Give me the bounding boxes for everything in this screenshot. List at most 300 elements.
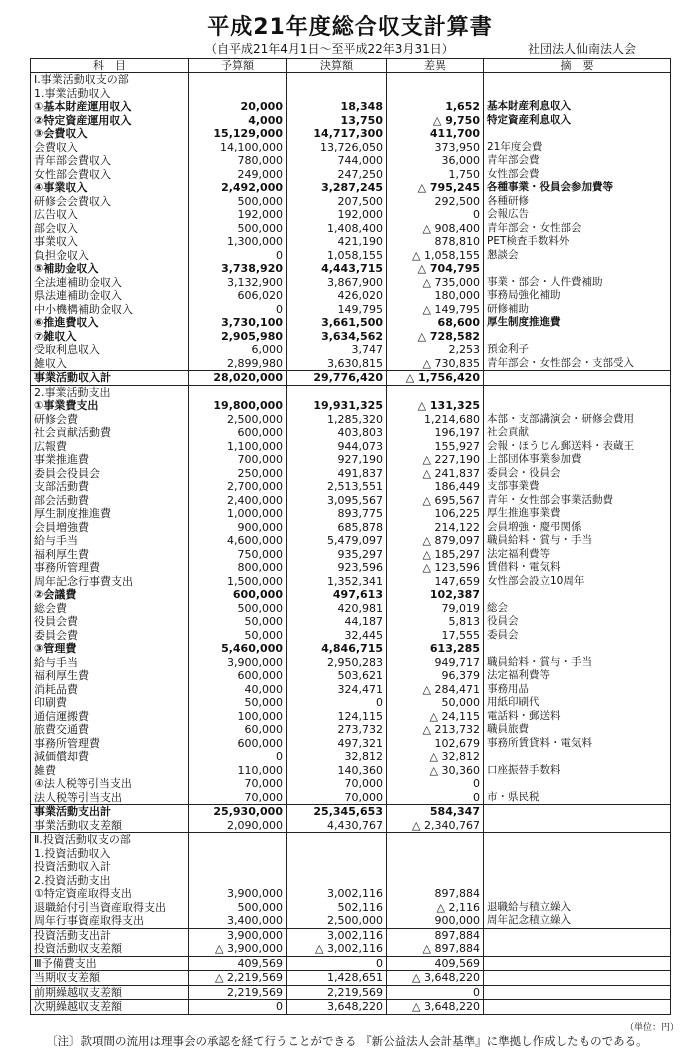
row-difference: △ 3,648,220 (387, 1000, 484, 1015)
row-memo (484, 833, 671, 847)
row-actual: 1,428,651 (287, 971, 387, 986)
row-memo: 委員会 (484, 629, 671, 643)
row-budget: 409,569 (189, 956, 287, 971)
row-difference: 102,679 (387, 737, 484, 751)
row-budget: 5,460,000 (189, 642, 287, 656)
row-item: 委員会費 (31, 629, 189, 643)
row-item: ②会議費 (31, 588, 189, 602)
row-difference: 214,122 (387, 521, 484, 535)
row-budget: 15,129,000 (189, 127, 287, 141)
row-budget: 2,492,000 (189, 181, 287, 195)
document-title: 平成21年度総合収支計算書 (207, 15, 493, 40)
row-budget: 500,000 (189, 222, 287, 236)
row-difference: 50,000 (387, 696, 484, 710)
table-row (31, 575, 671, 589)
row-difference (387, 833, 484, 847)
row-difference: △ 131,325 (387, 399, 484, 413)
row-actual: 3,287,245 (287, 181, 387, 195)
row-budget: 110,000 (189, 764, 287, 778)
row-actual: 3,630,815 (287, 357, 387, 371)
row-memo (484, 805, 671, 819)
table-row (31, 985, 671, 1000)
row-actual: 2,219,569 (287, 985, 387, 1000)
table-row (31, 371, 671, 386)
row-item: 次期繰越収支差額 (31, 1000, 189, 1015)
row-difference: 68,600 (387, 316, 484, 330)
row-actual: 1,352,341 (287, 575, 387, 589)
row-memo: 役員会 (484, 615, 671, 629)
row-budget: 600,000 (189, 669, 287, 683)
table-row (31, 480, 671, 494)
row-actual: 140,360 (287, 764, 387, 778)
row-actual: 1,408,400 (287, 222, 387, 236)
row-budget: 50,000 (189, 696, 287, 710)
row-item: 給与手当 (31, 656, 189, 670)
table-row (31, 249, 671, 263)
row-memo (484, 588, 671, 602)
row-actual: 0 (287, 696, 387, 710)
row-difference: △ 897,884 (387, 942, 484, 956)
organization-name: 社団法人仙南法人会 (528, 42, 637, 56)
row-memo: 会報・ほうじん郵送料・表蔵王 (484, 440, 671, 454)
row-memo: 退職給与積立繰入 (484, 901, 671, 915)
row-actual: 2,513,551 (287, 480, 387, 494)
row-actual: 1,058,155 (287, 249, 387, 263)
table-row (31, 1000, 671, 1015)
row-memo: 青年部会・女性部会 (484, 222, 671, 236)
row-difference (387, 874, 484, 888)
row-actual: 70,000 (287, 791, 387, 805)
table-row (31, 887, 671, 901)
row-item: 雑費 (31, 764, 189, 778)
table-row (31, 602, 671, 616)
row-actual: 497,321 (287, 737, 387, 751)
table-row (31, 750, 671, 764)
row-difference: 186,449 (387, 480, 484, 494)
row-memo: 職員給料・賞与・手当 (484, 656, 671, 670)
row-memo: 厚生推進事業費 (484, 507, 671, 521)
table-row (31, 847, 671, 861)
row-difference (387, 87, 484, 101)
row-item: 研修会会費収入 (31, 195, 189, 209)
row-budget: 2,400,000 (189, 494, 287, 508)
row-memo: 青年部会・女性部会・支部受入 (484, 357, 671, 371)
row-item: 1.事業活動収入 (31, 87, 189, 101)
row-difference: 0 (387, 208, 484, 222)
row-memo: 21年度会費 (484, 141, 671, 155)
row-memo: 社会貢献 (484, 426, 671, 440)
row-item: 部会活動費 (31, 494, 189, 508)
row-actual (287, 860, 387, 874)
table-row (31, 154, 671, 168)
row-budget: 500,000 (189, 602, 287, 616)
table-row (31, 235, 671, 249)
row-memo: 各種事業・役員会参加費等 (484, 181, 671, 195)
row-actual (287, 385, 387, 399)
row-actual: 893,775 (287, 507, 387, 521)
row-memo (484, 819, 671, 833)
table-row (31, 942, 671, 956)
row-budget: 25,930,000 (189, 805, 287, 819)
table-row (31, 467, 671, 481)
row-item: 県法連補助金収入 (31, 289, 189, 303)
row-difference: 0 (387, 985, 484, 1000)
row-budget (189, 833, 287, 847)
row-memo: 基本財産利息収入 (484, 100, 671, 114)
row-memo (484, 887, 671, 901)
row-difference: 897,884 (387, 928, 484, 942)
row-actual: 14,717,300 (287, 127, 387, 141)
row-actual: 3,661,500 (287, 316, 387, 330)
row-difference (387, 385, 484, 399)
row-memo: 支部事業費 (484, 480, 671, 494)
row-difference: △ 1,058,155 (387, 249, 484, 263)
row-item: 研修会費 (31, 413, 189, 427)
row-budget: 900,000 (189, 521, 287, 535)
table-row (31, 357, 671, 371)
table-row (31, 426, 671, 440)
row-item: 全法連補助金収入 (31, 276, 189, 290)
row-actual: 324,471 (287, 683, 387, 697)
table-row (31, 914, 671, 928)
row-memo: 青年・女性部会事業活動費 (484, 494, 671, 508)
header-difference: 差異 (387, 59, 484, 73)
row-memo: PET検査手数料外 (484, 235, 671, 249)
row-budget: 0 (189, 249, 287, 263)
row-item: 社会貢献活動費 (31, 426, 189, 440)
table-row (31, 615, 671, 629)
row-budget: 600,000 (189, 426, 287, 440)
row-item: 部会収入 (31, 222, 189, 236)
row-item: ③会費収入 (31, 127, 189, 141)
row-budget: △ 3,900,000 (189, 942, 287, 956)
row-budget: 249,000 (189, 168, 287, 182)
row-memo (484, 87, 671, 101)
row-budget (189, 87, 287, 101)
row-item: 厚生制度推進費 (31, 507, 189, 521)
table-row (31, 833, 671, 847)
row-item: 事務所管理費 (31, 561, 189, 575)
row-difference: 584,347 (387, 805, 484, 819)
row-difference: △ 9,750 (387, 114, 484, 128)
row-budget: 600,000 (189, 737, 287, 751)
row-budget (189, 874, 287, 888)
row-item: 福利厚生費 (31, 669, 189, 683)
row-memo: 事業・部会・人件費補助 (484, 276, 671, 290)
row-memo: 各種研修 (484, 195, 671, 209)
row-budget: 1,300,000 (189, 235, 287, 249)
row-budget: 4,600,000 (189, 534, 287, 548)
row-difference (387, 860, 484, 874)
footnote: 〔注〕款項間の流用は理事会の承認を経て行うことができる 『新公益法人会計基準』に準拠し作成したものである。 (46, 1034, 648, 1048)
row-actual: 4,846,715 (287, 642, 387, 656)
table-row (31, 561, 671, 575)
table-row (31, 316, 671, 330)
table-row (31, 656, 671, 670)
table-row (31, 453, 671, 467)
table-row (31, 764, 671, 778)
table-row (31, 141, 671, 155)
row-budget (189, 385, 287, 399)
row-memo (484, 942, 671, 956)
row-budget: 70,000 (189, 777, 287, 791)
row-memo: 青年部会費 (484, 154, 671, 168)
row-item: 退職給付引当資産取得支出 (31, 901, 189, 915)
table-row (31, 629, 671, 643)
row-memo: 賃借料・電気料 (484, 561, 671, 575)
row-budget: 250,000 (189, 467, 287, 481)
row-memo: 上部団体事業参加費 (484, 453, 671, 467)
row-actual: 70,000 (287, 777, 387, 791)
row-item: 広報費 (31, 440, 189, 454)
row-actual: 3,867,900 (287, 276, 387, 290)
row-memo (484, 399, 671, 413)
row-item: 会費収入 (31, 141, 189, 155)
row-budget: 20,000 (189, 100, 287, 114)
row-budget: 750,000 (189, 548, 287, 562)
row-actual: 5,479,097 (287, 534, 387, 548)
table-row (31, 874, 671, 888)
row-budget: 1,500,000 (189, 575, 287, 589)
row-budget: 3,900,000 (189, 656, 287, 670)
row-difference: 36,000 (387, 154, 484, 168)
header-actual: 決算額 (287, 59, 387, 73)
row-item: 前期繰越収支差額 (31, 985, 189, 1000)
row-memo (484, 385, 671, 399)
row-difference: △ 879,097 (387, 534, 484, 548)
row-memo (484, 262, 671, 276)
row-budget: 800,000 (189, 561, 287, 575)
row-difference: 0 (387, 791, 484, 805)
row-difference: 373,950 (387, 141, 484, 155)
table-row (31, 181, 671, 195)
row-item: ④法人税等引当支出 (31, 777, 189, 791)
row-memo: 市・県民税 (484, 791, 671, 805)
table-row (31, 100, 671, 114)
row-difference: △ 735,000 (387, 276, 484, 290)
row-item: ⑦雑収入 (31, 330, 189, 344)
row-memo (484, 777, 671, 791)
row-difference: 147,659 (387, 575, 484, 589)
table-row (31, 819, 671, 833)
row-actual: 13,726,050 (287, 141, 387, 155)
table-row (31, 168, 671, 182)
table-row (31, 385, 671, 399)
row-budget: 2,899,980 (189, 357, 287, 371)
row-difference: 0 (387, 777, 484, 791)
row-actual: 935,297 (287, 548, 387, 562)
row-item: 事業収入 (31, 235, 189, 249)
row-memo: 職員旅費 (484, 723, 671, 737)
row-memo: 法定福利費等 (484, 669, 671, 683)
row-memo: 研修補助 (484, 303, 671, 317)
row-item: 負担金収入 (31, 249, 189, 263)
row-item: 周年記念行事費支出 (31, 575, 189, 589)
row-difference: 409,569 (387, 956, 484, 971)
row-item: 法人税等引当支出 (31, 791, 189, 805)
row-difference: 1,652 (387, 100, 484, 114)
row-difference: 292,500 (387, 195, 484, 209)
row-difference: △ 32,812 (387, 750, 484, 764)
row-difference: 180,000 (387, 289, 484, 303)
row-actual (287, 847, 387, 861)
row-actual (287, 87, 387, 101)
row-budget: 3,900,000 (189, 928, 287, 942)
table-row (31, 588, 671, 602)
row-memo: 委員会・役員会 (484, 467, 671, 481)
row-memo: 会報広告 (484, 208, 671, 222)
row-budget: 100,000 (189, 710, 287, 724)
row-actual: 685,878 (287, 521, 387, 535)
row-actual: 149,795 (287, 303, 387, 317)
row-difference: 106,225 (387, 507, 484, 521)
header-budget: 予算額 (189, 59, 287, 73)
table-row (31, 860, 671, 874)
row-actual: 0 (287, 956, 387, 971)
row-memo: 事務局強化補助 (484, 289, 671, 303)
row-difference: △ 2,116 (387, 901, 484, 915)
row-item: 会員増強費 (31, 521, 189, 535)
table-row (31, 805, 671, 819)
row-item: ①特定資産取得支出 (31, 887, 189, 901)
table-row (31, 440, 671, 454)
row-actual: 420,981 (287, 602, 387, 616)
row-actual: 207,500 (287, 195, 387, 209)
row-budget: 606,020 (189, 289, 287, 303)
row-budget: 14,100,000 (189, 141, 287, 155)
table-row (31, 127, 671, 141)
row-memo: 預金利子 (484, 343, 671, 357)
row-budget: 40,000 (189, 683, 287, 697)
row-actual: 192,000 (287, 208, 387, 222)
row-actual: 426,020 (287, 289, 387, 303)
table-row (31, 289, 671, 303)
row-actual: 247,250 (287, 168, 387, 182)
row-budget: 1,100,000 (189, 440, 287, 454)
row-difference: △ 30,360 (387, 764, 484, 778)
row-budget: 0 (189, 303, 287, 317)
row-actual: 4,443,715 (287, 262, 387, 276)
row-actual: △ 3,002,116 (287, 942, 387, 956)
row-difference: 2,253 (387, 343, 484, 357)
table-row (31, 521, 671, 535)
row-actual (287, 73, 387, 87)
row-item: 2.投資活動支出 (31, 874, 189, 888)
row-difference: △ 795,245 (387, 181, 484, 195)
table-row (31, 723, 671, 737)
table-body (31, 73, 671, 1015)
row-item: 旅費交通費 (31, 723, 189, 737)
table-row (31, 710, 671, 724)
row-actual: 2,500,000 (287, 914, 387, 928)
row-difference (387, 73, 484, 87)
row-memo (484, 874, 671, 888)
row-memo: 本部・支部講演会・研修会費用 (484, 413, 671, 427)
row-difference: △ 149,795 (387, 303, 484, 317)
row-item: 女性部会費収入 (31, 168, 189, 182)
row-item: 委員会役員会 (31, 467, 189, 481)
row-budget: 192,000 (189, 208, 287, 222)
row-actual: 3,634,562 (287, 330, 387, 344)
row-memo (484, 73, 671, 87)
row-actual: 3,648,220 (287, 1000, 387, 1015)
row-item: 福利厚生費 (31, 548, 189, 562)
row-item: 中小機構補助金収入 (31, 303, 189, 317)
row-difference: △ 123,596 (387, 561, 484, 575)
row-budget: 3,738,920 (189, 262, 287, 276)
row-difference: △ 213,732 (387, 723, 484, 737)
row-actual: 25,345,653 (287, 805, 387, 819)
row-item: 投資活動支出計 (31, 928, 189, 942)
table-row (31, 507, 671, 521)
table-row (31, 534, 671, 548)
row-item: ②特定資産運用収入 (31, 114, 189, 128)
row-memo: 特定資産利息収入 (484, 114, 671, 128)
row-budget: 3,900,000 (189, 887, 287, 901)
row-item: 消耗品費 (31, 683, 189, 697)
row-item: ①事業費支出 (31, 399, 189, 413)
row-difference: △ 227,190 (387, 453, 484, 467)
row-actual: 497,613 (287, 588, 387, 602)
row-difference: 102,387 (387, 588, 484, 602)
row-actual (287, 874, 387, 888)
row-budget: 3,400,000 (189, 914, 287, 928)
row-budget: 780,000 (189, 154, 287, 168)
row-item: 支部活動費 (31, 480, 189, 494)
row-budget: 1,000,000 (189, 507, 287, 521)
row-actual: 927,190 (287, 453, 387, 467)
row-item: ③管理費 (31, 642, 189, 656)
row-memo (484, 1000, 671, 1015)
table-row (31, 330, 671, 344)
row-difference: 897,884 (387, 887, 484, 901)
row-memo: 事務用品 (484, 683, 671, 697)
row-item: ①基本財産運用収入 (31, 100, 189, 114)
row-item: 事業活動収入計 (31, 371, 189, 386)
row-memo (484, 330, 671, 344)
row-actual: 421,190 (287, 235, 387, 249)
row-budget: 2,905,980 (189, 330, 287, 344)
row-difference: 5,813 (387, 615, 484, 629)
table-row (31, 73, 671, 87)
row-item: 総会費 (31, 602, 189, 616)
row-item: ④事業収入 (31, 181, 189, 195)
row-item: 減価償却費 (31, 750, 189, 764)
row-memo: 周年記念積立繰入 (484, 914, 671, 928)
row-actual: 1,285,320 (287, 413, 387, 427)
row-item: 当期収支差額 (31, 971, 189, 986)
row-memo (484, 371, 671, 386)
fiscal-period: （自平成21年4月1日～至平成22年3月31日） (205, 42, 454, 56)
row-difference: △ 728,582 (387, 330, 484, 344)
row-item: 周年行事資産取得支出 (31, 914, 189, 928)
row-budget: 2,700,000 (189, 480, 287, 494)
row-budget: 60,000 (189, 723, 287, 737)
row-budget: 0 (189, 1000, 287, 1015)
row-memo: 電話料・郵送料 (484, 710, 671, 724)
row-memo: 口座振替手数料 (484, 764, 671, 778)
row-memo: 女性部会費 (484, 168, 671, 182)
row-actual: 19,931,325 (287, 399, 387, 413)
row-actual: 29,776,420 (287, 371, 387, 386)
row-item: ⑤補助金収入 (31, 262, 189, 276)
row-difference: △ 704,795 (387, 262, 484, 276)
row-memo (484, 847, 671, 861)
table-row (31, 737, 671, 751)
row-difference: △ 284,471 (387, 683, 484, 697)
row-item: 投資活動収入計 (31, 860, 189, 874)
row-difference: 1,750 (387, 168, 484, 182)
